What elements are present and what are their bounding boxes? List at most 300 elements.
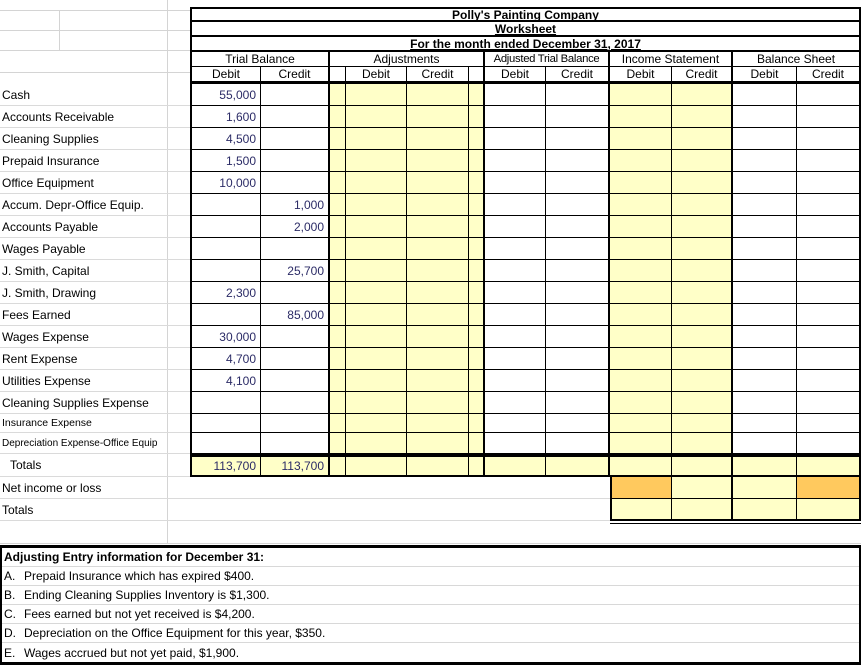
cell-sep1[interactable] [330, 370, 346, 392]
account-label: Cash [0, 84, 190, 106]
tb-credit-header: Credit [261, 67, 330, 81]
cell-tb-debit[interactable] [190, 433, 261, 454]
cell-sep2[interactable] [469, 370, 485, 392]
atb-debit-header: Debit [485, 67, 546, 81]
cell-tb-debit[interactable] [190, 238, 261, 260]
title-row [0, 7, 861, 22]
cell-is-credit[interactable] [672, 370, 733, 392]
cell-bs-credit[interactable] [797, 106, 861, 128]
cell-tb-debit[interactable]: 4,700 [190, 348, 261, 370]
adj-credit-header: Credit [407, 67, 469, 81]
account-label: Cleaning Supplies Expense [0, 392, 190, 414]
final-totals-row [0, 499, 861, 521]
worksheet-row [0, 433, 861, 454]
cell-sep2[interactable] [469, 282, 485, 304]
company-title: Polly's Painting Company [190, 7, 861, 22]
cell-tb-debit[interactable]: 30,000 [190, 326, 261, 348]
cell-is-credit[interactable] [672, 194, 733, 216]
account-label: Accounts Receivable [0, 106, 190, 128]
worksheet-row [0, 414, 861, 433]
cell-sep2[interactable] [469, 392, 485, 414]
cell-is-credit[interactable] [672, 238, 733, 260]
cell-tb-credit[interactable] [261, 370, 330, 392]
cell-adj-debit[interactable] [346, 172, 407, 194]
cell-tb-debit[interactable]: 2,300 [190, 282, 261, 304]
cell-is-debit[interactable] [610, 477, 672, 499]
cell-tb-credit[interactable] [261, 348, 330, 370]
cell-is-debit[interactable] [610, 84, 672, 106]
cell-is-credit[interactable] [672, 457, 733, 477]
cell-is-debit[interactable] [610, 414, 672, 433]
adjusting-entries-title: Adjusting Entry information for December 31: [2, 548, 859, 567]
cell-sep2[interactable] [469, 414, 485, 433]
cell-bs-credit[interactable] [797, 370, 861, 392]
account-label: Fees Earned [0, 304, 190, 326]
cell-is-debit[interactable] [610, 260, 672, 282]
cell-atb-credit[interactable] [546, 370, 610, 392]
cell-tb-debit[interactable]: 1,600 [190, 106, 261, 128]
account-label: Depreciation Expense-Office Equip [0, 433, 190, 454]
cell-atb-debit[interactable] [485, 216, 546, 238]
cell-bs-credit[interactable] [797, 348, 861, 370]
cell-adj-credit[interactable] [407, 172, 469, 194]
account-label: J. Smith, Drawing [0, 282, 190, 304]
cell-is-credit[interactable] [672, 172, 733, 194]
entry-letter: E. [4, 645, 16, 660]
totals-label: Totals [0, 454, 190, 477]
cell-bs-credit[interactable] [797, 150, 861, 172]
cell-atb-debit[interactable] [485, 128, 546, 150]
cell-sep2[interactable] [469, 84, 485, 106]
cell-is-credit[interactable] [672, 433, 733, 454]
cell-tb-credit[interactable] [261, 433, 330, 454]
worksheet-row [0, 282, 861, 304]
cell-atb-debit[interactable] [485, 348, 546, 370]
cell-tb-credit[interactable] [261, 106, 330, 128]
cell-adj-credit[interactable] [407, 282, 469, 304]
cell-is-debit[interactable] [610, 499, 672, 521]
cell-is-debit[interactable] [610, 282, 672, 304]
cell-is-credit[interactable] [672, 84, 733, 106]
cell-adj-credit[interactable] [407, 414, 469, 433]
cell-bs-debit[interactable] [733, 216, 797, 238]
cell-tb-credit[interactable]: 2,000 [261, 216, 330, 238]
separator-column-header [330, 67, 346, 81]
cell-atb-credit[interactable] [546, 433, 610, 454]
cell-atb-debit[interactable] [485, 238, 546, 260]
entry-letter: C. [4, 607, 16, 621]
cell-bs-debit[interactable] [733, 433, 797, 454]
cell-bs-credit[interactable] [797, 216, 861, 238]
cell-atb-credit[interactable] [546, 348, 610, 370]
cell-atb-credit[interactable] [546, 304, 610, 326]
cell-bs-debit[interactable] [733, 304, 797, 326]
cell-is-debit[interactable] [610, 172, 672, 194]
period-subtitle: For the month ended December 31, 2017 [190, 37, 861, 52]
cell-sep2[interactable] [469, 194, 485, 216]
cell-atb-debit[interactable] [485, 326, 546, 348]
cell-bs-debit[interactable] [733, 348, 797, 370]
cell-adj-debit[interactable] [346, 150, 407, 172]
cell-bs-credit[interactable] [797, 392, 861, 414]
final-totals-label: Totals [0, 499, 610, 521]
cell-atb-debit[interactable] [485, 414, 546, 433]
account-label: Accounts Payable [0, 216, 190, 238]
cell-adj-credit[interactable] [407, 433, 469, 454]
cell-tb-credit[interactable]: 25,700 [261, 260, 330, 282]
cell-bs-credit[interactable] [797, 282, 861, 304]
group-income-statement: Income Statement [610, 52, 733, 67]
cell-is-debit[interactable] [610, 304, 672, 326]
cell-sep1[interactable] [330, 348, 346, 370]
cell-sep2[interactable] [469, 238, 485, 260]
account-label: Insurance Expense [0, 414, 190, 433]
entry-letter: A. [4, 569, 16, 583]
cell-adj-credit[interactable] [407, 150, 469, 172]
cell-bs-credit[interactable] [797, 304, 861, 326]
account-label: Wages Expense [0, 326, 190, 348]
cell-adj-debit[interactable] [346, 260, 407, 282]
debit-credit-header-row [0, 67, 861, 84]
cell-sep2[interactable] [469, 260, 485, 282]
worksheet-row [0, 348, 861, 370]
account-label: Wages Payable [0, 238, 190, 260]
cell-sep1[interactable] [330, 433, 346, 454]
adj-debit-header: Debit [346, 67, 407, 81]
worksheet-row [0, 84, 861, 106]
cell-sep1[interactable] [330, 260, 346, 282]
adjusting-entry-item [2, 586, 859, 605]
entry-text: Depreciation on the Office Equipment for this year, $350. [24, 626, 326, 640]
cell-atb-debit[interactable] [485, 433, 546, 454]
cell-is-credit[interactable] [672, 477, 733, 499]
cell-tb-debit[interactable] [190, 414, 261, 433]
cell-is-credit[interactable] [672, 150, 733, 172]
cell-is-debit[interactable] [610, 238, 672, 260]
cell-bs-credit[interactable] [797, 238, 861, 260]
worksheet-table [0, 7, 861, 521]
entry-text: Fees earned but not yet received is $4,200. [24, 607, 255, 621]
worksheet-row [0, 304, 861, 326]
cell-adj-credit[interactable] [407, 457, 469, 477]
tb-debit-header: Debit [190, 67, 261, 81]
cell-bs-debit[interactable] [733, 172, 797, 194]
cell-tb-credit[interactable] [261, 150, 330, 172]
cell-sep1[interactable] [330, 238, 346, 260]
cell-is-debit[interactable] [610, 433, 672, 454]
cell-is-debit[interactable] [610, 106, 672, 128]
cell-is-credit[interactable] [672, 348, 733, 370]
cell-adj-debit[interactable] [346, 304, 407, 326]
cell-tb-credit[interactable] [261, 326, 330, 348]
cell-bs-credit[interactable] [797, 84, 861, 106]
cell-sep1[interactable] [330, 326, 346, 348]
cell-adj-credit[interactable] [407, 326, 469, 348]
cell-atb-credit[interactable] [546, 150, 610, 172]
entry-text: Ending Cleaning Supplies Inventory is $1,300. [24, 588, 270, 602]
cell-bs-debit[interactable] [733, 194, 797, 216]
cell-is-credit[interactable] [672, 414, 733, 433]
cell-sep2[interactable] [469, 457, 485, 477]
cell-bs-debit[interactable] [733, 128, 797, 150]
cell-sep2[interactable] [469, 172, 485, 194]
cell-is-credit[interactable] [672, 260, 733, 282]
cell-is-debit[interactable] [610, 194, 672, 216]
cell-bs-debit[interactable] [733, 326, 797, 348]
cell-atb-debit[interactable] [485, 370, 546, 392]
account-label: Office Equipment [0, 172, 190, 194]
cell-adj-credit[interactable] [407, 260, 469, 282]
cell-is-debit[interactable] [610, 370, 672, 392]
left-margin [0, 67, 190, 84]
cell-is-credit[interactable] [672, 106, 733, 128]
cell-bs-credit[interactable] [797, 128, 861, 150]
cell-tb-credit[interactable] [261, 84, 330, 106]
cell-tb-credit[interactable] [261, 128, 330, 150]
cell-bs-credit[interactable] [797, 172, 861, 194]
cell-bs-credit[interactable] [797, 326, 861, 348]
cell-tb-credit[interactable] [261, 172, 330, 194]
worksheet-data-rows [0, 84, 861, 454]
cell-atb-credit[interactable] [546, 392, 610, 414]
cell-bs-credit[interactable] [797, 414, 861, 433]
cell-adj-credit[interactable] [407, 304, 469, 326]
cell-sep1[interactable] [330, 128, 346, 150]
cell-tb-debit[interactable]: 1,500 [190, 150, 261, 172]
adjusting-entry-item [2, 567, 859, 586]
worksheet-row [0, 106, 861, 128]
cell-bs-debit[interactable] [733, 84, 797, 106]
entry-letter: B. [4, 588, 16, 602]
cell-adj-debit[interactable] [346, 370, 407, 392]
net-income-row [0, 477, 861, 499]
cell-sep2[interactable] [469, 326, 485, 348]
cell-is-debit[interactable] [610, 128, 672, 150]
cell-bs-debit[interactable] [733, 238, 797, 260]
cell-adj-credit[interactable] [407, 348, 469, 370]
cell-is-debit[interactable] [610, 392, 672, 414]
group-adjustments: Adjustments [330, 52, 485, 67]
cell-tb-debit[interactable] [190, 260, 261, 282]
cell-bs-credit[interactable] [797, 194, 861, 216]
account-label: Rent Expense [0, 348, 190, 370]
double-underline [610, 523, 861, 524]
cell-adj-debit[interactable] [346, 433, 407, 454]
worksheet-row [0, 194, 861, 216]
worksheet-row [0, 216, 861, 238]
cell-tb-credit[interactable]: 1,000 [261, 194, 330, 216]
cell-tb-credit[interactable] [261, 238, 330, 260]
separator-column-header [469, 67, 485, 81]
cell-atb-credit[interactable] [546, 326, 610, 348]
cell-is-credit[interactable] [672, 304, 733, 326]
cell-atb-debit[interactable] [485, 260, 546, 282]
cell-adj-debit[interactable] [346, 84, 407, 106]
cell-adj-debit[interactable] [346, 457, 407, 477]
cell-atb-credit[interactable] [546, 457, 610, 477]
cell-sep1[interactable] [330, 150, 346, 172]
cell-tb-credit[interactable] [261, 392, 330, 414]
cell-adj-credit[interactable] [407, 194, 469, 216]
cell-tb-debit[interactable]: 4,100 [190, 370, 261, 392]
cell-bs-credit[interactable] [797, 433, 861, 454]
cell-is-debit[interactable] [610, 326, 672, 348]
cell-bs-debit[interactable] [733, 106, 797, 128]
cell-is-debit[interactable] [610, 150, 672, 172]
cell-sep1[interactable] [330, 304, 346, 326]
cell-adj-debit[interactable] [346, 392, 407, 414]
cell-tb-debit[interactable] [190, 216, 261, 238]
worksheet-row [0, 260, 861, 282]
cell-adj-debit[interactable] [346, 414, 407, 433]
cell-is-debit[interactable] [610, 348, 672, 370]
cell-sep2[interactable] [469, 304, 485, 326]
cell-atb-credit[interactable] [546, 260, 610, 282]
gridline [0, 543, 861, 544]
cell-is-credit[interactable] [672, 392, 733, 414]
worksheet-subtitle: Worksheet [190, 22, 861, 37]
cell-adj-credit[interactable] [407, 106, 469, 128]
cell-atb-credit[interactable] [546, 238, 610, 260]
cell-tb-debit[interactable] [190, 392, 261, 414]
cell-sep1[interactable] [330, 84, 346, 106]
cell-sep1[interactable] [330, 216, 346, 238]
cell-bs-debit[interactable] [733, 392, 797, 414]
cell-bs-credit[interactable] [797, 499, 861, 521]
cell-is-credit[interactable] [672, 282, 733, 304]
cell-tb-credit[interactable]: 85,000 [261, 304, 330, 326]
worksheet-row [0, 150, 861, 172]
cell-tb-debit[interactable]: 4,500 [190, 128, 261, 150]
cell-is-credit[interactable] [672, 499, 733, 521]
adjusting-entry-item [2, 605, 859, 624]
cell-adj-debit[interactable] [346, 238, 407, 260]
cell-sep2[interactable] [469, 150, 485, 172]
adjusting-entry-item [2, 624, 859, 643]
cell-atb-debit[interactable] [485, 172, 546, 194]
left-margin [0, 7, 190, 22]
cell-tb-debit[interactable]: 55,000 [190, 84, 261, 106]
cell-adj-credit[interactable] [407, 216, 469, 238]
cell-atb-credit[interactable] [546, 194, 610, 216]
cell-sep1[interactable] [330, 194, 346, 216]
worksheet-row [0, 326, 861, 348]
cell-atb-debit[interactable] [485, 194, 546, 216]
cell-adj-credit[interactable] [407, 238, 469, 260]
cell-atb-debit[interactable] [485, 457, 546, 477]
cell-is-debit[interactable] [610, 457, 672, 477]
cell-sep1[interactable] [330, 282, 346, 304]
cell-sep2[interactable] [469, 348, 485, 370]
cell-adj-debit[interactable] [346, 106, 407, 128]
worksheet-row [0, 238, 861, 260]
worksheet-row [0, 370, 861, 392]
cell-atb-debit[interactable] [485, 84, 546, 106]
cell-adj-debit[interactable] [346, 194, 407, 216]
cell-atb-credit[interactable] [546, 128, 610, 150]
cell-is-credit[interactable] [672, 216, 733, 238]
cell-tb-credit[interactable] [261, 414, 330, 433]
cell-bs-credit[interactable] [797, 260, 861, 282]
cell-atb-debit[interactable] [485, 282, 546, 304]
cell-sep2[interactable] [469, 433, 485, 454]
cell-atb-debit[interactable] [485, 150, 546, 172]
cell-adj-debit[interactable] [346, 128, 407, 150]
cell-sep1[interactable] [330, 414, 346, 433]
cell-sep1[interactable] [330, 392, 346, 414]
cell-atb-credit[interactable] [546, 414, 610, 433]
cell-sep1[interactable] [330, 172, 346, 194]
account-label: J. Smith, Capital [0, 260, 190, 282]
cell-sep2[interactable] [469, 128, 485, 150]
cell-adj-credit[interactable] [407, 370, 469, 392]
cell-adj-debit[interactable] [346, 326, 407, 348]
group-adjusted-trial-balance: Adjusted Trial Balance [485, 52, 610, 67]
cell-adj-credit[interactable] [407, 392, 469, 414]
cell-atb-credit[interactable] [546, 84, 610, 106]
cell-tb-debit[interactable]: 113,700 [190, 457, 261, 477]
cell-bs-debit[interactable] [733, 499, 797, 521]
cell-bs-debit[interactable] [733, 414, 797, 433]
cell-adj-debit[interactable] [346, 282, 407, 304]
cell-adj-debit[interactable] [346, 216, 407, 238]
cell-bs-debit[interactable] [733, 282, 797, 304]
cell-is-credit[interactable] [672, 128, 733, 150]
cell-adj-credit[interactable] [407, 128, 469, 150]
cell-bs-credit[interactable] [797, 457, 861, 477]
cell-bs-credit[interactable] [797, 477, 861, 499]
cell-sep1[interactable] [330, 106, 346, 128]
cell-sep1[interactable] [330, 457, 346, 477]
cell-is-credit[interactable] [672, 326, 733, 348]
cell-atb-debit[interactable] [485, 392, 546, 414]
cell-adj-credit[interactable] [407, 84, 469, 106]
cell-sep2[interactable] [469, 216, 485, 238]
account-label: Utilities Expense [0, 370, 190, 392]
cell-bs-debit[interactable] [733, 477, 797, 499]
cell-atb-credit[interactable] [546, 282, 610, 304]
adjusting-entry-item [2, 643, 859, 662]
cell-tb-credit[interactable] [261, 282, 330, 304]
cell-atb-credit[interactable] [546, 216, 610, 238]
entry-letter: D. [4, 626, 16, 640]
cell-adj-debit[interactable] [346, 348, 407, 370]
cell-tb-debit[interactable] [190, 194, 261, 216]
account-label: Accum. Depr-Office Equip. [0, 194, 190, 216]
worksheet-row [0, 392, 861, 414]
cell-tb-debit[interactable]: 10,000 [190, 172, 261, 194]
cell-tb-credit[interactable]: 113,700 [261, 457, 330, 477]
cell-tb-debit[interactable] [190, 304, 261, 326]
cell-atb-debit[interactable] [485, 304, 546, 326]
cell-atb-credit[interactable] [546, 172, 610, 194]
title-row [0, 22, 861, 37]
cell-bs-debit[interactable] [733, 150, 797, 172]
cell-atb-credit[interactable] [546, 106, 610, 128]
cell-bs-debit[interactable] [733, 370, 797, 392]
cell-is-debit[interactable] [610, 216, 672, 238]
account-label: Prepaid Insurance [0, 150, 190, 172]
cell-sep2[interactable] [469, 106, 485, 128]
title-row [0, 37, 861, 52]
account-label: Cleaning Supplies [0, 128, 190, 150]
net-income-label: Net income or loss [0, 477, 610, 499]
cell-bs-debit[interactable] [733, 457, 797, 477]
cell-bs-debit[interactable] [733, 260, 797, 282]
cell-atb-debit[interactable] [485, 106, 546, 128]
worksheet-row [0, 128, 861, 150]
column-group-header-row [0, 52, 861, 67]
